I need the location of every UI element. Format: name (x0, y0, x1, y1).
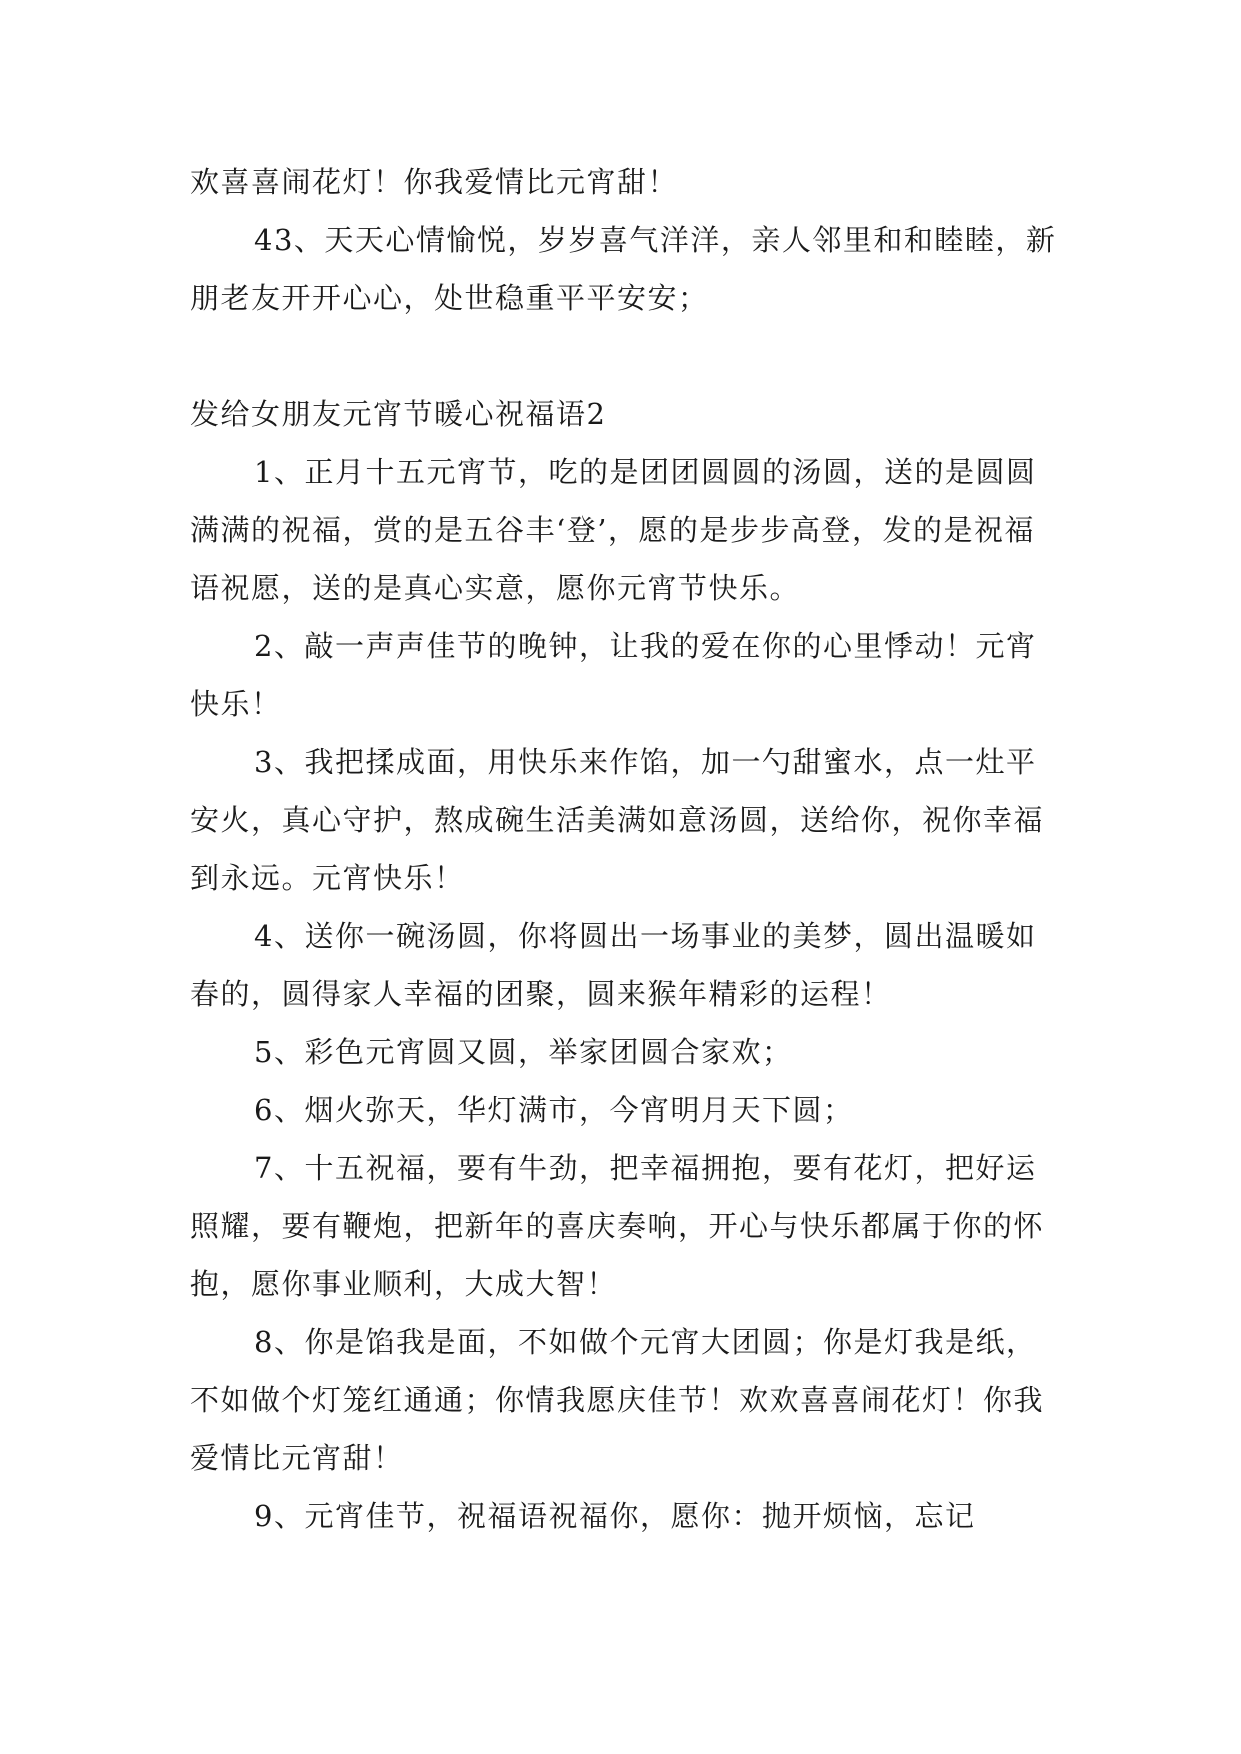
paragraph-item-1: 1、正月十五元宵节，吃的是团团圆圆的汤圆，送的是圆圆满满的祝福，赏的是五谷丰‘登’，愿的是步步高登，发的是祝福语祝愿，送的是真心实意，愿你元宵节快乐。 (190, 455, 1037, 605)
paragraph-item-4: 4、送你一碗汤圆，你将圆出一场事业的美梦，圆出温暖如春的，圆得家人幸福的团聚，圆来猴年精彩的运程！ (190, 919, 1037, 1011)
paragraph-item-8: 8、你是馅我是面，不如做个元宵大团圆；你是灯我是纸，不如做个灯笼红通通；你情我愿庆佳节！欢欢喜喜闹花灯！你我爱情比元宵甜！ (190, 1325, 1045, 1475)
paragraph-item-43: 43、天天心情愉悦，岁岁喜气洋洋，亲人邻里和和睦睦，新朋老友开开心心，处世稳重平平安安； (190, 223, 1057, 315)
document-body (190, 153, 1060, 1545)
paragraph-item-5: 5、彩色元宵圆又圆，举家团圆合家欢； (254, 1035, 793, 1069)
paragraph-item-3: 3、我把揉成面，用快乐来作馅，加一勺甜蜜水，点一灶平安火，真心守护，熬成碗生活美满如意汤圆，送给你，祝你幸福到永远。元宵快乐！ (190, 745, 1045, 895)
paragraph-item-9: 9、元宵佳节，祝福语祝福你，愿你：抛开烦恼，忘记 (254, 1499, 976, 1533)
paragraph-item-7: 7、十五祝福，要有牛劲，把幸福拥抱，要有花灯，把好运照耀，要有鞭炮，把新年的喜庆奏响，开心与快乐都属于你的怀抱，愿你事业顺利，大成大智！ (190, 1151, 1045, 1301)
paragraph-item-2: 2、敲一声声佳节的晚钟，让我的爱在你的心里悸动！元宵快乐！ (190, 629, 1037, 721)
continuation-paragraph: 欢喜喜闹花灯！你我爱情比元宵甜！ (190, 165, 679, 199)
paragraph-item-6: 6、烟火弥天，华灯满市，今宵明月天下圆； (254, 1093, 854, 1127)
section-title: 发给女朋友元宵节暖心祝福语2 (190, 397, 607, 431)
section-gap (190, 327, 1060, 385)
